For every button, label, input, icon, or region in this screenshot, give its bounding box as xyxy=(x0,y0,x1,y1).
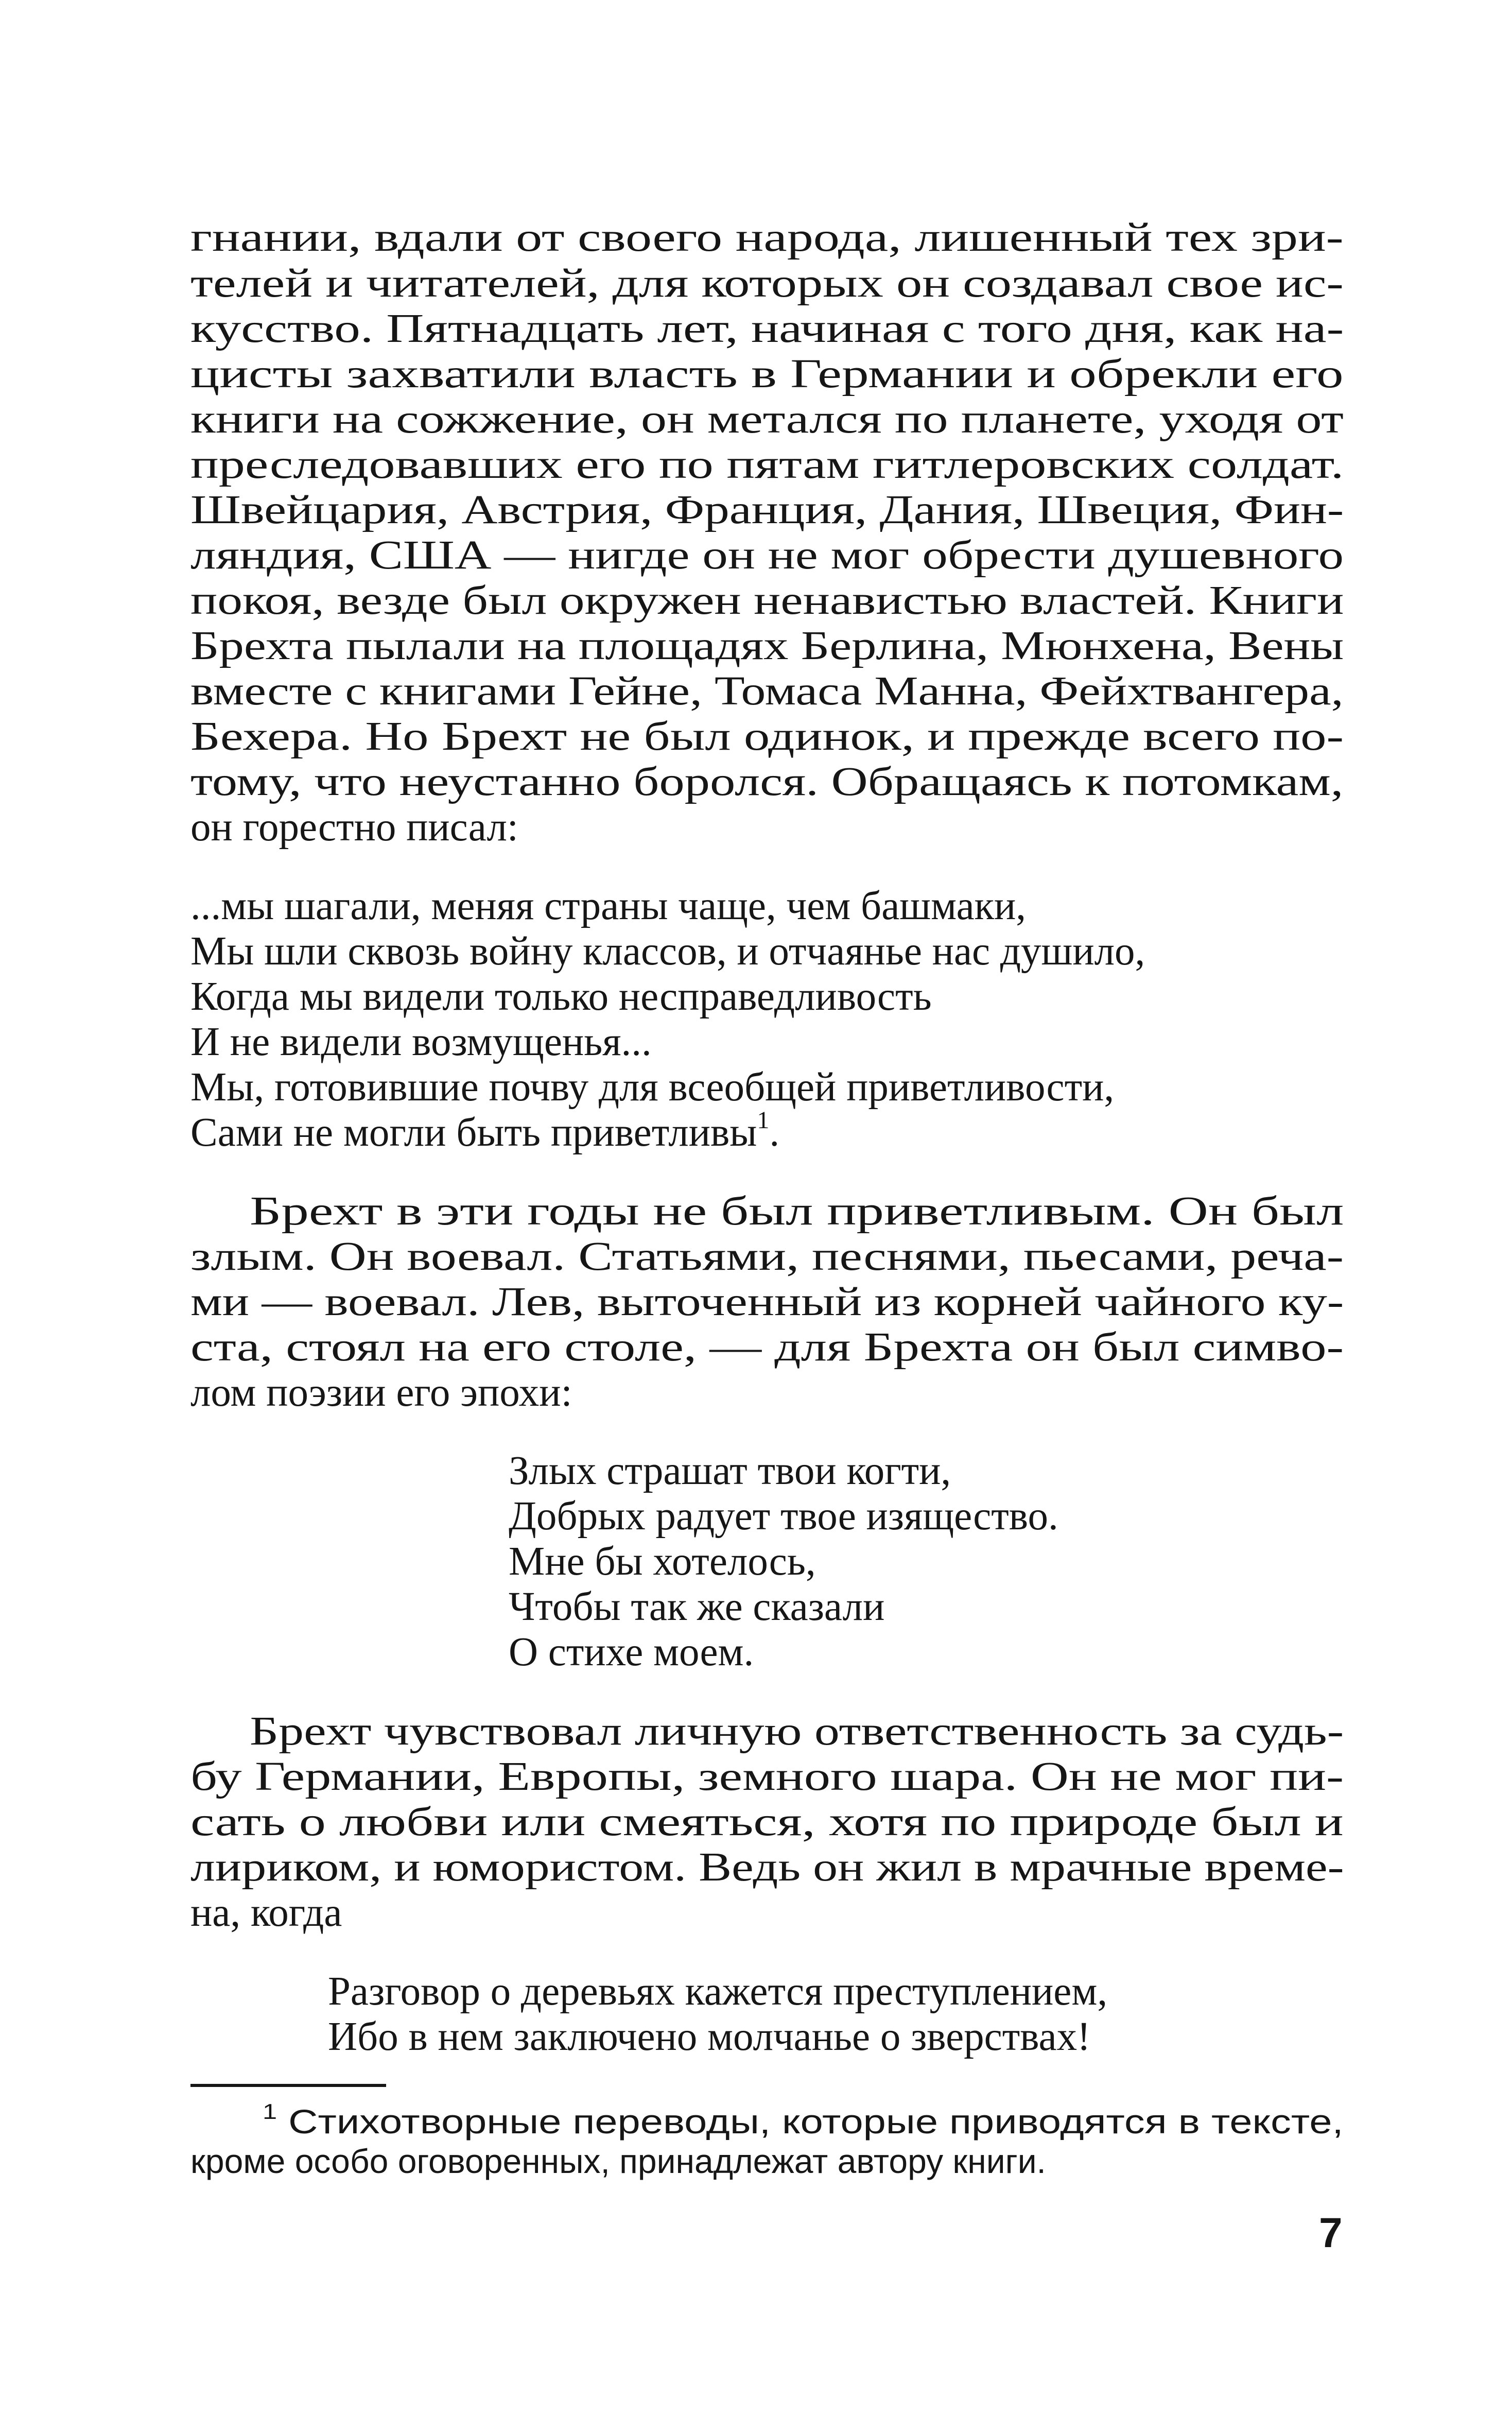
text-line: он горестно писал: xyxy=(190,805,518,850)
text-line: Брехт в эти годы не был приветливым. Он был xyxy=(250,1189,1344,1234)
text-line: гнании, вдали от своего народа, лишенный тех зри- xyxy=(190,215,1344,260)
text-line: Брехт чувствовал личную ответственность за судь- xyxy=(250,1709,1344,1754)
text-line: кусство. Пятнадцать лет, начиная с того дня, как на- xyxy=(190,306,1344,351)
footnote-text: Стихотворные переводы, которые приводятся в тексте, xyxy=(288,2102,1344,2141)
text-line: Брехта пылали на площадях Берлина, Мюнхена, Вены xyxy=(190,624,1344,668)
text-line: ста, стоял на его столе, — для Брехта он был симво- xyxy=(190,1325,1344,1370)
footnote-line xyxy=(263,2099,1344,2141)
text-line: вместе с книгами Гейне, Томаса Манна, Фейхтвангера, xyxy=(190,669,1344,714)
text-line: на, когда xyxy=(190,1890,342,1935)
text-line: сать о любви или смеяться, хотя по природе был и xyxy=(190,1800,1344,1844)
poem-line: ...мы шагали, меняя страны чаще, чем башмаки, xyxy=(190,884,1027,928)
page-number: 7 xyxy=(1319,2210,1343,2256)
poem-line: Чтобы так же сказали xyxy=(509,1584,885,1629)
footnote-reference: 1 xyxy=(757,1107,770,1134)
text-line: покоя, везде был окружен ненавистью властей. Книги xyxy=(190,578,1344,623)
footnote-marker: 1 xyxy=(263,2099,277,2124)
poem-line: Когда мы видели только несправедливость xyxy=(190,974,932,1019)
poem-line: Злых страшат твои когти, xyxy=(509,1448,951,1493)
text-line: лириком, и юмористом. Ведь он жил в мрачные време- xyxy=(190,1845,1344,1890)
poem-line xyxy=(190,1107,780,1156)
text-line: преследовавших его по пятам гитлеровских солдат. xyxy=(190,442,1344,487)
text-line: злым. Он воевал. Статьями, песнями, пьесами, реча- xyxy=(190,1234,1344,1279)
text-line: лом поэзии его эпохи: xyxy=(190,1370,572,1415)
poem-line: И не видели возмущенья... xyxy=(190,1020,652,1064)
text-line: ми — воевал. Лев, выточенный из корней чайного ку- xyxy=(190,1280,1344,1324)
poem-line: Добрых радует твое изящество. xyxy=(509,1494,1058,1539)
poem-line: Мне бы хотелось, xyxy=(509,1539,816,1584)
footnote-line: кроме особо оговоренных, принадлежат автору книги. xyxy=(190,2142,1046,2180)
poem-line-end: . xyxy=(769,1110,780,1155)
text-line: тому, что неустанно боролся. Обращаясь к потомкам, xyxy=(190,760,1344,804)
text-line: Бехера. Но Брехт не был одинок, и прежде всего по- xyxy=(190,714,1344,759)
poem-line: О стихе моем. xyxy=(509,1630,754,1675)
footnote-separator xyxy=(190,2084,386,2087)
text-line: ляндия, США — нигде он не мог обрести душевного xyxy=(190,533,1344,578)
poem-line: Разговор о деревьях кажется преступлением, xyxy=(328,1969,1108,2014)
text-line: цисты захватили власть в Германии и обрекли его xyxy=(190,352,1344,396)
text-line: Швейцария, Австрия, Франция, Дания, Швеция, Фин- xyxy=(190,488,1344,532)
text-line: книги на сожжение, он метался по планете, уходя от xyxy=(190,397,1344,442)
poem-line: Мы шли сквозь войну классов, и отчаянье нас душило, xyxy=(190,929,1145,974)
poem-line-text: Сами не могли быть приветливы xyxy=(190,1110,757,1155)
poem-line: Мы, готовившие почву для всеобщей приветливости, xyxy=(190,1065,1115,1110)
poem-line: Ибо в нем заключено молчанье о зверствах! xyxy=(328,2014,1091,2059)
text-line: телей и читателей, для которых он создавал свое ис- xyxy=(190,261,1344,306)
text-line: бу Германии, Европы, земного шара. Он не мог пи- xyxy=(190,1754,1344,1799)
